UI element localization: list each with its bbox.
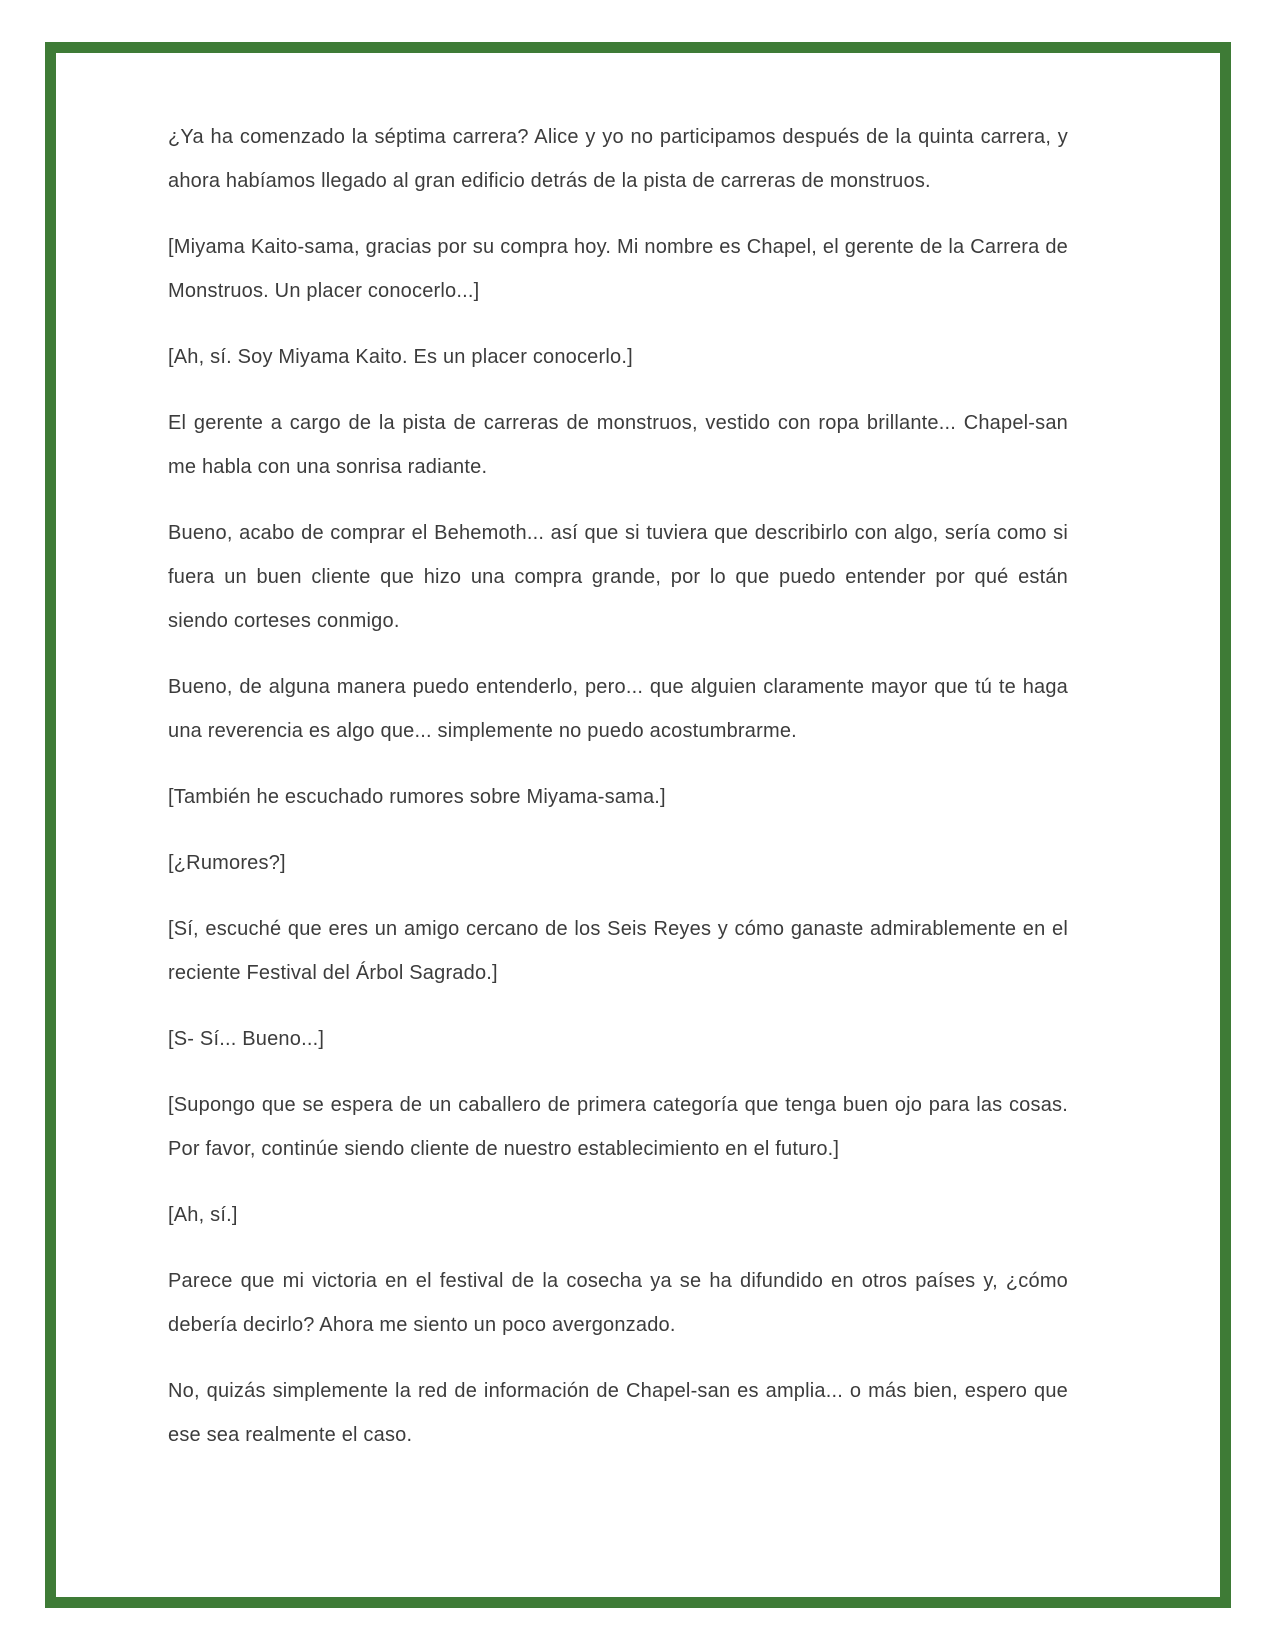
page-border-frame: [45, 42, 1231, 1608]
paragraph: [Sí, escuché que eres un amigo cercano de los Seis Reyes y cómo ganaste admirablemente en el reciente Festival del Árbol Sagrado.]: [168, 918, 1068, 984]
paragraph: Bueno, acabo de comprar el Behemoth... así que si tuviera que describirlo con algo, sería como si fuera un buen cliente que hizo una compra grande, por lo que puedo entender por qué están siendo corteses conmigo.: [168, 522, 1068, 632]
document-content: [56, 53, 1220, 1497]
paragraph: [¿Rumores?]: [168, 852, 286, 874]
paragraph: [Ah, sí. Soy Miyama Kaito. Es un placer conocerlo.]: [168, 346, 633, 368]
paragraph: ¿Ya ha comenzado la séptima carrera? Alice y yo no participamos después de la quinta carrera, y ahora habíamos llegado al gran edificio detrás de la pista de carreras de monstruos.: [168, 126, 1068, 192]
paragraph: [S- Sí... Bueno...]: [168, 1028, 325, 1050]
paragraph: [Supongo que se espera de un caballero de primera categoría que tenga buen ojo para las cosas. Por favor, continúe siendo cliente de nuestro establecimiento en el futuro.]: [168, 1094, 1068, 1160]
paragraph: Parece que mi victoria en el festival de la cosecha ya se ha difundido en otros países y, ¿cómo debería decirlo? Ahora me siento un poco avergonzado.: [168, 1270, 1068, 1336]
paragraph: Bueno, de alguna manera puedo entenderlo, pero... que alguien claramente mayor que tú te haga una reverencia es algo que... simplemente no puedo acostumbrarme.: [168, 676, 1068, 742]
paragraph: [Ah, sí.]: [168, 1204, 238, 1226]
paragraph: [También he escuchado rumores sobre Miyama-sama.]: [168, 786, 666, 808]
paragraph: El gerente a cargo de la pista de carreras de monstruos, vestido con ropa brillante... Chapel-san me habla con una sonrisa radiante.: [168, 412, 1068, 478]
paragraph: No, quizás simplemente la red de información de Chapel-san es amplia... o más bien, espero que ese sea realmente el caso.: [168, 1380, 1068, 1446]
paragraph: [Miyama Kaito-sama, gracias por su compra hoy. Mi nombre es Chapel, el gerente de la Carrera de Monstruos. Un placer conocerlo...]: [168, 236, 1068, 302]
